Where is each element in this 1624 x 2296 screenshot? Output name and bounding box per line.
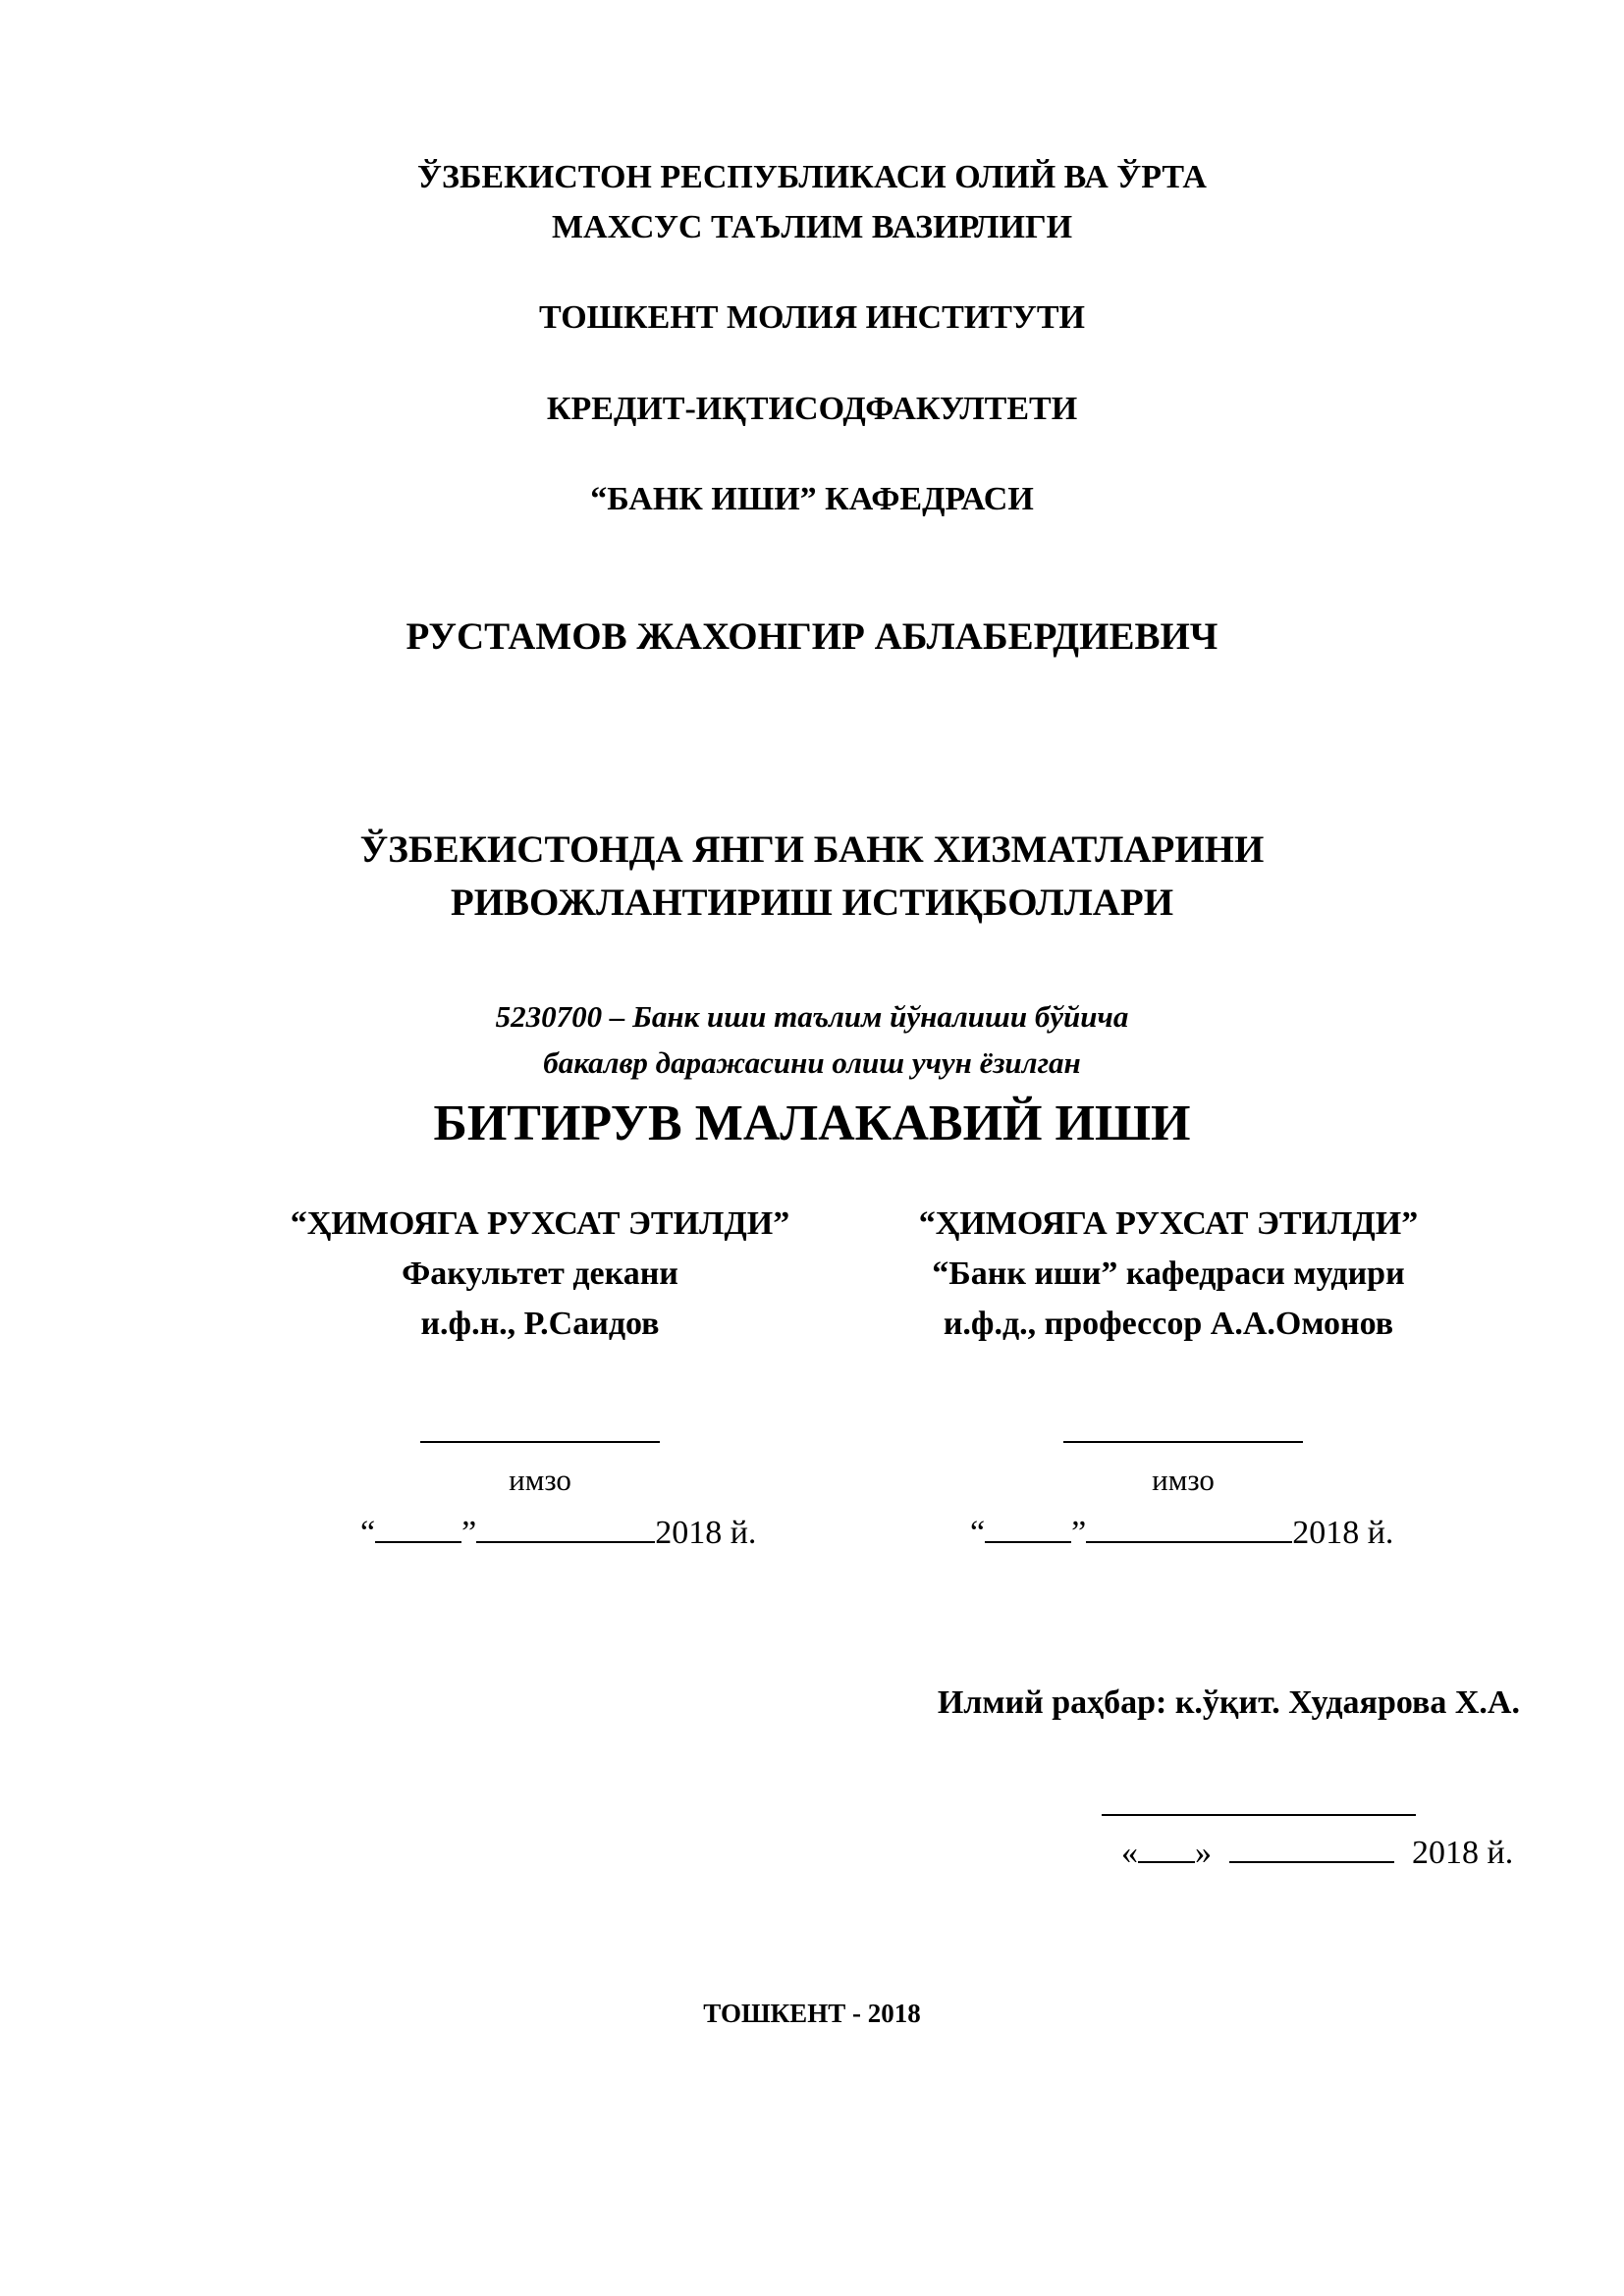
day-blank	[375, 1512, 461, 1543]
day-blank	[985, 1512, 1071, 1543]
date-year: 2018 й.	[655, 1515, 757, 1551]
approval-left-heading: “ҲИМОЯГА РУХСАТ ЭТИЛДИ”	[290, 1205, 790, 1242]
date-open-quote: «	[1121, 1835, 1138, 1871]
date-open-quote: “	[360, 1515, 376, 1551]
month-blank	[1229, 1832, 1394, 1863]
approval-right-name: и.ф.д., профессор А.А.Омонов	[943, 1306, 1394, 1342]
supervisor-date	[1121, 1832, 1513, 1872]
approval-left-name: и.ф.н., Р.Саидов	[420, 1306, 660, 1342]
date-year: 2018 й.	[1412, 1835, 1514, 1871]
department-name: “БАНК ИШИ” КАФЕДРАСИ	[590, 481, 1034, 517]
thesis-subtitle-line-1: 5230700 – Банк иши таълим йўналиши бўйича	[495, 999, 1129, 1034]
date-close-quote: ”	[461, 1515, 477, 1551]
month-blank	[476, 1512, 655, 1543]
thesis-title-line-1: ЎЗБЕКИСТОНДА ЯНГИ БАНК ХИЗМАТЛАРИНИ	[359, 828, 1265, 871]
signature-label-right: имзо	[1152, 1463, 1215, 1497]
approval-right-position: “Банк иши” кафедраси мудири	[932, 1255, 1405, 1292]
supervisor-label: Илмий раҳбар: к.ўқит. Худаярова Х.А.	[937, 1684, 1520, 1721]
approval-right-date	[970, 1512, 1393, 1552]
supervisor-signature-line	[1102, 1814, 1416, 1816]
ministry-line-1: ЎЗБЕКИСТОН РЕСПУБЛИКАСИ ОЛИЙ ВА ЎРТА	[417, 159, 1207, 195]
signature-label-left: имзо	[509, 1463, 571, 1497]
thesis-type: БИТИРУВ МАЛАКАВИЙ ИШИ	[433, 1095, 1191, 1151]
date-close-quote: ”	[1071, 1515, 1087, 1551]
signature-line-right	[1063, 1441, 1303, 1443]
institute-name: ТОШКЕНТ МОЛИЯ ИНСТИТУТИ	[539, 299, 1085, 336]
author-name: РУСТАМОВ ЖАХОНГИР АБЛАБЕРДИЕВИЧ	[406, 615, 1218, 658]
thesis-title-line-2: РИВОЖЛАНТИРИШ ИСТИҚБОЛЛАРИ	[450, 881, 1174, 924]
date-open-quote: “	[970, 1515, 986, 1551]
footer-city-year: ТОШКЕНТ - 2018	[703, 1999, 921, 2028]
day-blank	[1138, 1832, 1195, 1863]
thesis-subtitle-line-2: бакалвр даражасини олиш учун ёзилган	[543, 1045, 1081, 1080]
date-close-quote: »	[1195, 1835, 1212, 1871]
month-blank	[1086, 1512, 1292, 1543]
faculty-name: КРЕДИТ-ИҚТИСОДФАКУЛТЕТИ	[546, 391, 1078, 427]
date-year: 2018 й.	[1292, 1515, 1394, 1551]
approval-left-date	[360, 1512, 756, 1552]
approval-right-heading: “ҲИМОЯГА РУХСАТ ЭТИЛДИ”	[918, 1205, 1419, 1242]
signature-line-left	[420, 1441, 660, 1443]
approval-left-position: Факультет декани	[402, 1255, 678, 1292]
ministry-line-2: МАХСУС ТАЪЛИМ ВАЗИРЛИГИ	[551, 209, 1073, 245]
